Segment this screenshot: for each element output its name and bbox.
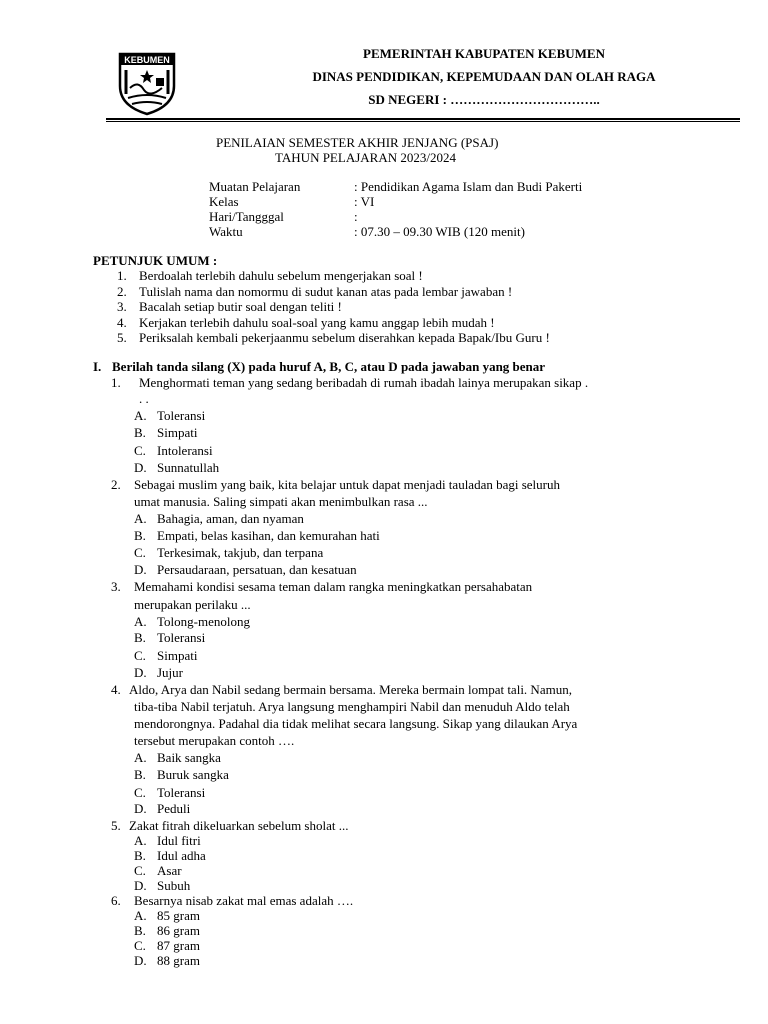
option-text: Toleransi (157, 630, 206, 645)
info-label-subject: Muatan Pelajaran (209, 179, 301, 194)
info-value-subject: : Pendidikan Agama Islam dan Budi Pakerti (354, 179, 583, 194)
question-number: 5. (111, 818, 121, 833)
question-text-line: mendorongnya. Padahal dia tidak melihat secara langsung. Sikap yang dilaukan Arya (134, 716, 578, 731)
header-school: SD NEGERI : …………………………….. (368, 92, 600, 107)
exam-year: TAHUN PELAJARAN 2023/2024 (275, 150, 456, 165)
instruction-number: 3. (117, 299, 127, 314)
question-text-line: umat manusia. Saling simpati akan menimbulkan rasa ... (134, 494, 428, 509)
option-letter: D. (134, 562, 147, 577)
question-number: 1. (111, 375, 121, 390)
option-letter: A. (134, 511, 147, 526)
option-letter: A. (134, 408, 147, 423)
info-value-class: : VI (354, 194, 375, 209)
info-value-time: : 07.30 – 09.30 WIB (120 menit) (354, 224, 525, 239)
option-text: 86 gram (157, 923, 200, 938)
option-letter: C. (134, 938, 146, 953)
option-letter: C. (134, 443, 146, 458)
option-text: Tolong-menolong (157, 614, 250, 629)
question-text-line: merupakan perilaku ... (134, 597, 251, 612)
question-text-line: . . (139, 391, 149, 406)
instruction-text: Berdoalah terlebih dahulu sebelum mengerjakan soal ! (139, 268, 423, 283)
info-label-date: Hari/Tangggal (209, 209, 284, 224)
instruction-text: Periksalah kembali pekerjaanmu sebelum diserahkan kepada Bapak/Ibu Guru ! (139, 330, 550, 345)
option-letter: B. (134, 848, 146, 863)
instruction-number: 1. (117, 268, 127, 283)
option-letter: C. (134, 545, 146, 560)
option-letter: C. (134, 785, 146, 800)
option-letter: B. (134, 630, 146, 645)
option-letter: B. (134, 425, 146, 440)
question-text-line: tiba-tiba Nabil terjatuh. Arya langsung menghampiri Nabil dan menuduh Aldo telah (134, 699, 570, 714)
question-number: 4. (111, 682, 121, 697)
question-text-line: Memahami kondisi sesama teman dalam rangka meningkatkan persahabatan (134, 579, 533, 594)
option-letter: D. (134, 460, 147, 475)
question-text-line: tersebut merupakan contoh …. (134, 733, 295, 748)
question-text-line: Sebagai muslim yang baik, kita belajar untuk dapat menjadi tauladan bagi seluruh (134, 477, 560, 492)
section-title: Berilah tanda silang (X) pada huruf A, B, C, atau D pada jawaban yang benar (112, 359, 546, 374)
option-letter: B. (134, 528, 146, 543)
option-text: Peduli (157, 801, 191, 816)
option-text: Empati, belas kasihan, dan kemurahan hati (157, 528, 380, 543)
info-value-date: : (354, 209, 358, 224)
option-text: Sunnatullah (157, 460, 220, 475)
question-text-line: Menghormati teman yang sedang beribadah di rumah ibadah lainya merupakan sikap . (139, 375, 589, 390)
option-letter: C. (134, 863, 146, 878)
option-text: 88 gram (157, 953, 200, 968)
info-label-class: Kelas (209, 194, 239, 209)
instruction-text: Bacalah setiap butir soal dengan teliti ! (139, 299, 342, 314)
option-text: 87 gram (157, 938, 200, 953)
header-government: PEMERINTAH KABUPATEN KEBUMEN (363, 46, 605, 61)
option-letter: B. (134, 767, 146, 782)
instruction-text: Kerjakan terlebih dahulu soal-soal yang kamu anggap lebih mudah ! (139, 315, 495, 330)
option-text: Terkesimak, takjub, dan terpana (157, 545, 324, 560)
option-text: Simpati (157, 648, 198, 663)
question-number: 3. (111, 579, 121, 594)
option-text: Baik sangka (157, 750, 221, 765)
option-text: Idul fitri (157, 833, 201, 848)
option-letter: C. (134, 648, 146, 663)
instruction-number: 4. (117, 315, 127, 330)
option-letter: D. (134, 878, 147, 893)
question-number: 6. (111, 893, 121, 908)
option-letter: D. (134, 801, 147, 816)
option-text: Jujur (157, 665, 183, 680)
option-text: Buruk sangka (157, 767, 229, 782)
logo-text: KEBUMEN (124, 55, 170, 65)
question-text-line: Aldo, Arya dan Nabil sedang bermain bersama. Mereka bermain lompat tali. Namun, (129, 682, 572, 697)
header-department: DINAS PENDIDIKAN, KEPEMUDAAN DAN OLAH RAGA (312, 69, 656, 84)
option-text: Bahagia, aman, dan nyaman (157, 511, 304, 526)
option-letter: D. (134, 953, 147, 968)
option-text: 85 gram (157, 908, 200, 923)
question-number: 2. (111, 477, 121, 492)
instruction-number: 5. (117, 330, 127, 345)
instruction-number: 2. (117, 284, 127, 299)
option-text: Intoleransi (157, 443, 213, 458)
option-letter: A. (134, 908, 147, 923)
option-text: Idul adha (157, 848, 206, 863)
question-text-line: Besarnya nisab zakat mal emas adalah …. (134, 893, 354, 908)
header-divider-thin (106, 121, 740, 122)
option-text: Persaudaraan, persatuan, dan kesatuan (157, 562, 357, 577)
option-text: Toleransi (157, 785, 206, 800)
option-letter: A. (134, 750, 147, 765)
exam-title: PENILAIAN SEMESTER AKHIR JENJANG (PSAJ) (216, 135, 499, 150)
option-text: Simpati (157, 425, 198, 440)
option-letter: D. (134, 665, 147, 680)
option-text: Asar (157, 863, 182, 878)
header-divider-thick (106, 118, 740, 120)
info-label-time: Waktu (209, 224, 243, 239)
option-letter: A. (134, 833, 147, 848)
instruction-text: Tulislah nama dan nomormu di sudut kanan atas pada lembar jawaban ! (139, 284, 513, 299)
instructions-title: PETUNJUK UMUM : (93, 253, 218, 268)
question-text-line: Zakat fitrah dikeluarkan sebelum sholat ... (129, 818, 349, 833)
section-number: I. (93, 359, 102, 374)
option-letter: A. (134, 614, 147, 629)
option-text: Subuh (157, 878, 191, 893)
option-text: Toleransi (157, 408, 206, 423)
option-letter: B. (134, 923, 146, 938)
